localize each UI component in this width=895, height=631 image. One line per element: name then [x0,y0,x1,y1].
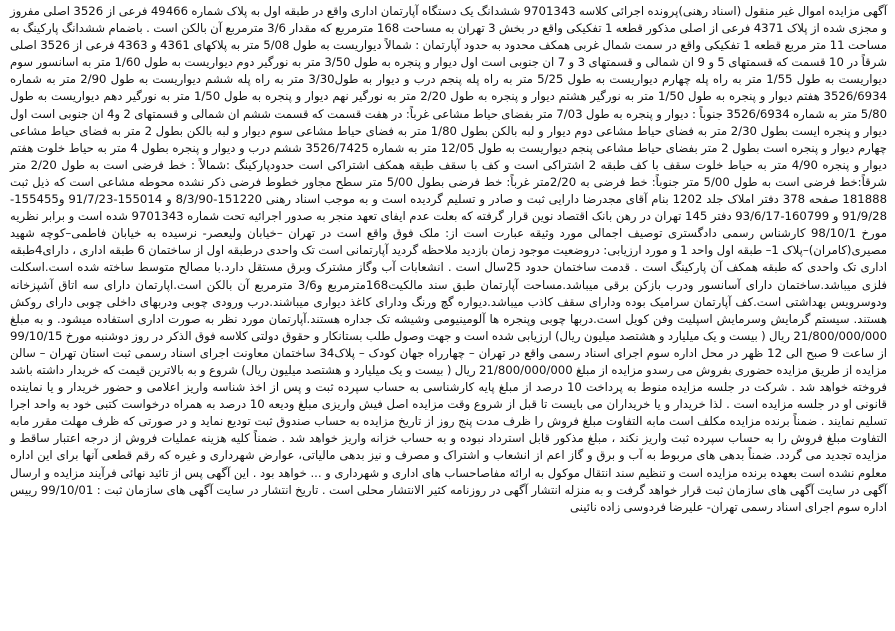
auction-notice-text: آگهی مزایده اموال غیر منقول (اسناد رهنی)پرونده اجرائی کلاسه 9701343 ششدانگ یک دستگاه آپارتمان اداری واقع در طبقه اول به پلاک شماره 49466 فرعی از 3526 اصلی مفروز و مجزی شده از پلاک 4371 فرعی از اصلی مذکور قطعه 1 تفکیکی واقع در بخش 3 تهران به مساحت 168 مترمربع که مقدار 3/6 مترمربع آن بالکن است . باضمام ششدانگ پارکینگ به مساحت 11 متر مربع قطعه 1 تفکیکی واقع در سمت شمال غربی همکف محدود به حدود آپارتمان : شمالاً دیواریست به طول 5/08 متر به پلاکهای 4361 و 4363 فرعی از 3526 اصلی شرقاً در 10 قسمت که قسمتهای 5 و 9 ان شمالی و قسمتهای 3 و 7 ان جنوبی است اول دیوار و پنجره به طول 3/50 متر به نورگیر دوم دیواریست به طول 1/60 متر به اسانسور سوم دیواریست به طول 1/55 متر به راه پله چهارم دیواریست به طول 5/25 متر به راه پله پنجم درب و دیوار به طول3/30 متر به راه پله ششم دیواریست به طول 2/90 متر به شماره 3526/6934 هفتم دیوار و پنجره به طول 1/50 متر به نورگیر هشتم دیوار و پنجره به طول 2/20 متر به نورگیر نهم دیوار و پنجره به طول 1/50 متر به نورگیر دهم دیواریست به طول 5/80 متر به شماره 3526/6934 جنوباً : دیوار و پنجره به طول 7/03 متر بفضای حیاط مشاعی غرباً: در هفت قسمت که قسمت ششم ان شمالی و قسمتهای 2 و4 ان جنوبی است اول دیوار و پنجره ایست بطول 2/30 متر به فضای حیاط مشاعی دوم دیوار و لبه بالکن بطول 1/80 متر به فضای حیاط مشاعی سوم دیوار و لبه بالکن بطول 2 متر به فضای حیاط مشاعی چهارم دیوار و پنجره است بطول 2 متر بفضای حیاط مشاعی پنجم دیواریست به طول 12/05 متر به شماره 3526/7425 ششم درب و دیوار و پنجره بطول 4 متر به حیاط خلوت هفتم دیوار و پنجره 4/90 متر به حیاط خلوت سقف با کف طبقه 2 اشتراکی است و کف با سقف طبقه همکف اشتراکی است حدودپارکینگ :شمالاً : خط فرضی است به طول 2/20 متر شرقاً:خط فرضی است به طول 5/00 متر جنوباً: خط فرضی به 2/20متر غرباً: خط فرضی بطول 5/00 متر سطح مجاور خطوط فرضی ذکر نشده محوطه مشاعی است که ذیل ثبت 181888 صفحه 378 دفتر املاک جلد 1202 بنام آقای مجدرضا دارایی ثبت و صادر و تسلیم گردیده است و به موجب اسناد رهنی 151220-8/3/90 و 155014-91/7/23 و155455-91/9/28 و 160799-93/6/17 دفتر 145 تهران در رهن بانک اقتصاد نوین قرار گرفته که بعلت عدم ایفای تعهد منجر به صدور اجرائیه تحت شماره 9701343 شده است و برابر نظریه مورخ 98/10/1 کارشناس رسمی دادگستری توصیف اجمالی مورد وثیقه عبارت است از: ملک فوق واقع است در تهران –خیابان ولیعصر- نرسیده به خیابان فاطمی–کوچه شهید مصیری(کامران)–پلاک 1– طبقه اول واحد 1 و مورد ارزیابی: دروضعیت موجود زمان بازدید ملاحظه گردید آپارتمانی است تک واحدی درطبقه اول از ساختمان 6 طبقه اداری ، دارای4طبقه اداری تک واحدی که طبقه همکف آن پارکینگ است . قدمت ساختمان حدود 25سال است . انشعابات آب وگاز مشترک وبرق مستقل دارد.با مصالح متوسط ساخته شده است.اسکلت فلزی میباشد.ساختمان دارای آسانسور ودرب بازکن برقی میباشد.مساحت آپارتمان طبق سند مالکیت168مترمربع و3/6 مترمربع آن بالکن است.اپارتمان دارای سه اتاق آشپزخانه ودوسرویس بهداشتی است.کف آپارتمان سرامیک بوده ودارای سقف کاذب میباشد.دیواره گچ ورنگ ودارای کاغذ دیواری میباشند.درب ورودی چوبی ودربهای داخلی چوبی دارای روکش هستند. سیستم گرمایش وسرمایش اسپلیت وفن کویل است.دربها چوبی وپنجره ها آلومینیومی وشیشه تک جداره هستند.آپارتمان مورد نظر به صورت اداری استفاده میشود. و به مبلغ 21/800/000/000 ریال ( بیست و یک میلیارد و هشتصد میلیون ریال) ارزیابی شده است و جهت وصول طلب بستانکار و حقوق دولتی کلاسه فوق الذکر در روز دوشنبه مورخ 99/10/15 از ساعت 9 صبح الی 12 ظهر در محل اداره سوم اجرای اسناد رسمی واقع در تهران – چهارراه جهان کودک – پلاک34 ساختمان معاونت اجرای اسناد رسمی ثبت استان تهران – سالن مزایده از طریق مزایده حضوری بفروش می رسدو مزایده از مبلغ 21/800/000/000 ریال ( بیست و یک میلیارد و هشتصد میلیون ریال) شروع و به بالاترین قیمت که خریدار داشته باشد فروخته خواهد شد . شرکت در جلسه مزایده منوط به پرداخت 10 درصد از مبلغ پایه کارشناسی به حساب سپرده ثبت و پس از اخذ شناسه واریز اعلامی و حضور خریدار و یا نماینده قانونی او در جلسه مزایده است . لذا خریدار و یا خریداران می بایست تا قبل از شروع وقت مزایده اصل فیش واریزی مبلغ ودیعه 10 درصد به همراه درخواست کتبی خود به واحد اجرا تسلیم نمایند . ضمناً برنده مزایده مکلف است مابه التفاوت مبلغ فروش را ظرف مدت پنج روز از تاریخ مزایده به حساب صندوق ثبت تودیع نماید و در صورتی که ظرف مهلت مقرر مابه التفاوت مبلغ فروش را به حساب سپرده ثبت واریز نکند ، مبلغ مذکور قابل استرداد نبوده و به حساب خزانه واریز خواهد شد . ضمناً کلیه هزینه عملیات فروش از درجه اعتبار ساقط و مزایده تجدید می گردد. ضمناً بدهی های مربوط به آب و برق و گاز اعم از انشعاب و اشتراک و مصرف و نیز بدهی مالیاتی، عوارض شهرداری و غیره که رقم قطعی آنها برای این اداره معلوم نشده است بعهده برنده مزایده است و تنظیم سند انتقال موکول به ارائه مفاصاحساب های اداری و شهرداری و ... خواهد بود . این آگهی پس از تائید نهائی فرآیند مزایده و ارسال آگهی در سایت آگهی های سازمان ثبت قرار خواهد گرفت و به منزله انتشار آگهی در روزنامه کثیر الانتشار محلی است . تاریخ انتشار در سایت آگهی های سازمان ثبت : 99/10/01 رییس اداره سوم اجرای اسناد رسمی تهران- علیرضا فردوسی زاده نائینی [10,4,888,514]
